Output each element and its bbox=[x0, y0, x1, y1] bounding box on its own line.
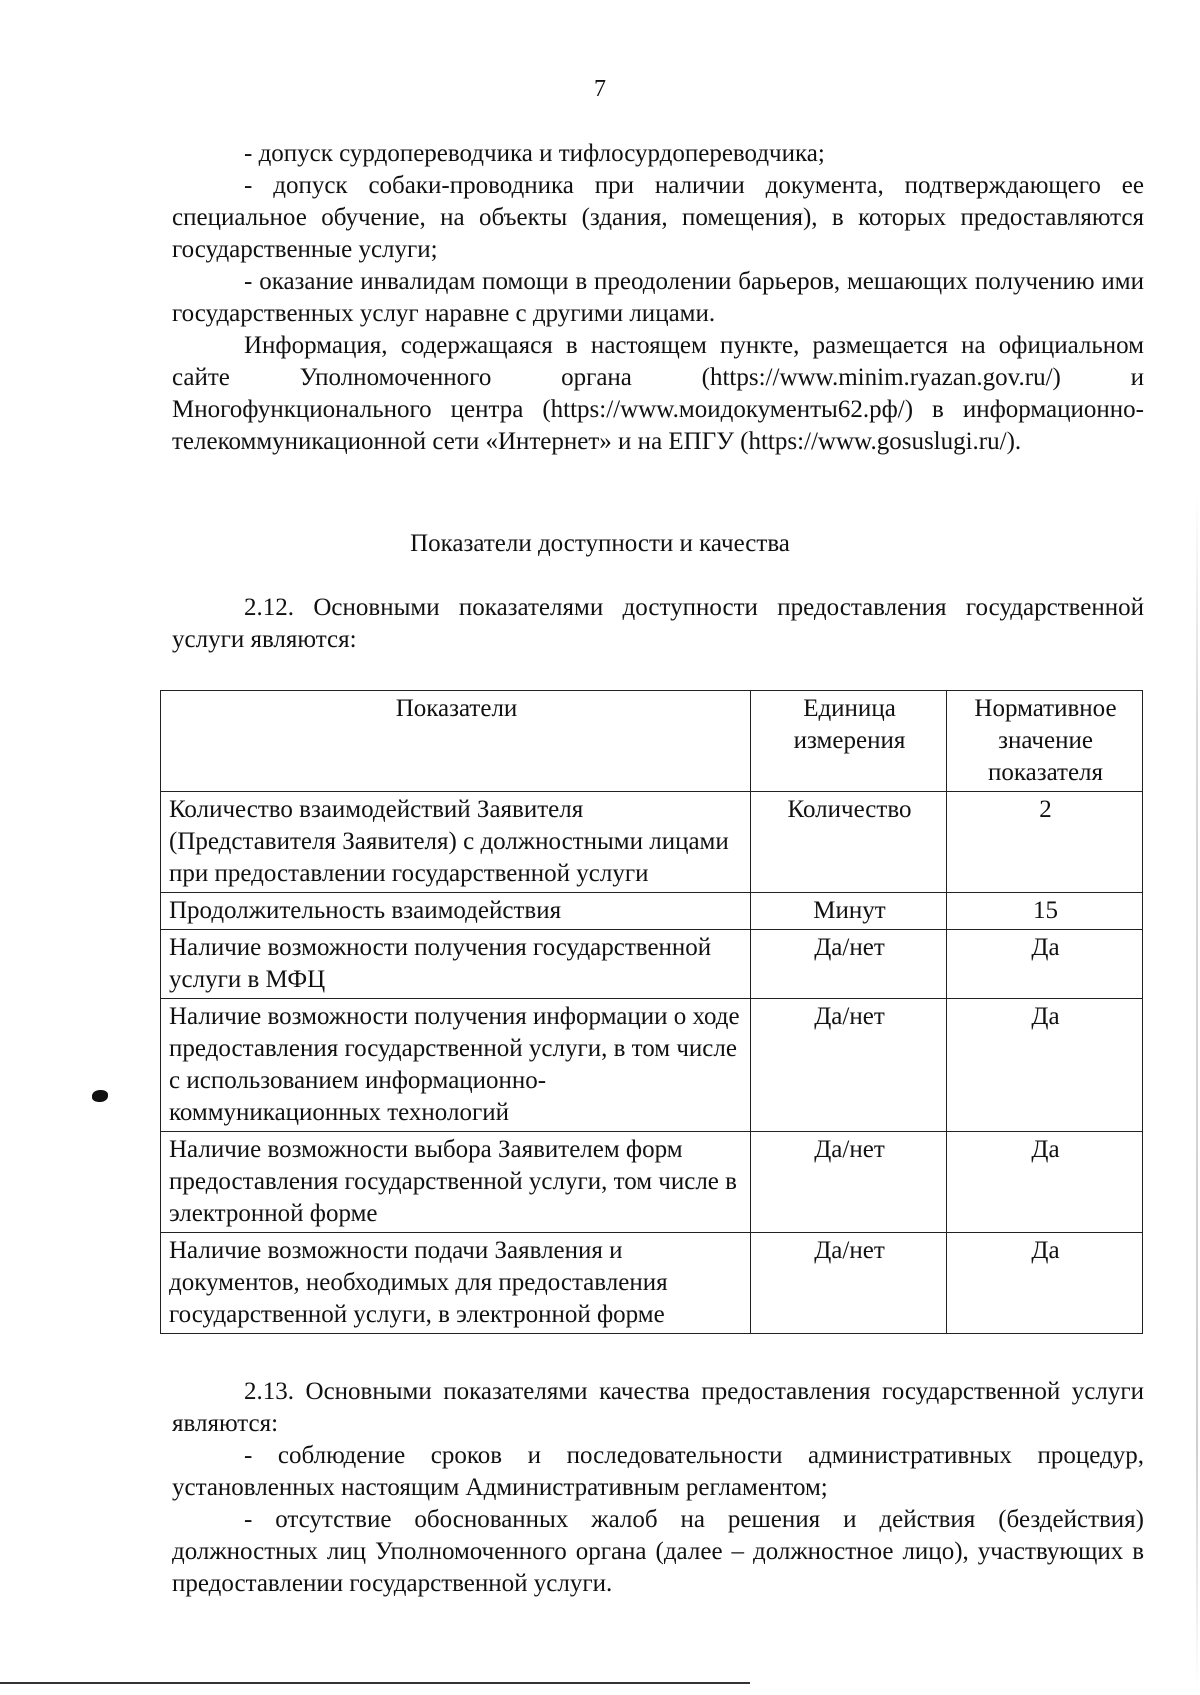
paragraph-assistance: - оказание инвалидам помощи в преодолении барьеров, мешающих получению ими государственных услуг наравне с другими лицами. bbox=[172, 268, 1144, 327]
paragraph-complaints: - отсутствие обоснованных жалоб на решения и действия (бездействия) должностных лиц Уполномоченного органа (далее – должностное лицо), участвующих в предоставлении государственной услуги. bbox=[172, 1506, 1144, 1597]
table-row bbox=[161, 1233, 1143, 1334]
indicator-cell: Наличие возможности получения информации о ходе предоставления государственной услуги, в том числе с использованием информационно-коммуникационных технологий bbox=[161, 999, 751, 1132]
bottom-rule-line bbox=[0, 1682, 750, 1684]
value-cell: Да bbox=[947, 999, 1143, 1132]
paragraph-sign-language: - допуск сурдопереводчика и тифлосурдопереводчика; bbox=[244, 140, 825, 167]
page-number: 7 bbox=[594, 76, 606, 102]
intro-block bbox=[172, 138, 1144, 458]
paragraph-information: Информация, содержащаяся в настоящем пункте, размещается на официальном сайте Уполномоченного органа (https://www.minim.ryazan.gov.ru/) и Многофункционального центра (https://www.моидокументы62.рф/) в информационно-телекоммуникационной сети «Интернет» и на ЕПГУ (https://www.gosuslugi.ru/). bbox=[172, 332, 1144, 455]
value-cell: 15 bbox=[947, 893, 1143, 930]
unit-cell: Да/нет bbox=[751, 999, 947, 1132]
indicator-cell: Наличие возможности получения государственной услуги в МФЦ bbox=[161, 930, 751, 999]
indicator-cell: Наличие возможности подачи Заявления и документов, необходимых для предоставления государственной услуги, в электронной форме bbox=[161, 1233, 751, 1334]
table-row bbox=[161, 792, 1143, 893]
indicator-cell: Продолжительность взаимодействия bbox=[161, 893, 751, 930]
unit-cell: Количество bbox=[751, 792, 947, 893]
indicator-cell: Количество взаимодействий Заявителя (Представителя Заявителя) с должностными лицами при предоставлении государственной услуги bbox=[161, 792, 751, 893]
header-unit: Единица измерения bbox=[751, 691, 947, 792]
value-cell: 2 bbox=[947, 792, 1143, 893]
value-cell: Да bbox=[947, 1233, 1143, 1334]
table-row bbox=[161, 893, 1143, 930]
paragraph-2-13: 2.13. Основными показателями качества предоставления государственной услуги являются: bbox=[172, 1378, 1144, 1437]
availability-intro bbox=[172, 592, 1144, 656]
table-row bbox=[161, 1132, 1143, 1233]
table-row bbox=[161, 930, 1143, 999]
section-heading: Показатели доступности и качества bbox=[410, 530, 790, 557]
scan-edge-shadow bbox=[1196, 490, 1198, 1690]
quality-block bbox=[172, 1376, 1144, 1600]
scan-artifact-mark bbox=[92, 1090, 108, 1102]
indicator-cell: Наличие возможности выбора Заявителем форм предоставления государственной услуги, том числе в электронной форме bbox=[161, 1132, 751, 1233]
unit-cell: Да/нет bbox=[751, 930, 947, 999]
table-header-row bbox=[161, 691, 1143, 792]
unit-cell: Да/нет bbox=[751, 1132, 947, 1233]
unit-cell: Да/нет bbox=[751, 1233, 947, 1334]
value-cell: Да bbox=[947, 1132, 1143, 1233]
header-normative-value: Нормативное значение показателя bbox=[947, 691, 1143, 792]
paragraph-deadlines: - соблюдение сроков и последовательности административных процедур, установленных настоящим Административным регламентом; bbox=[172, 1442, 1144, 1501]
header-indicators: Показатели bbox=[161, 691, 751, 792]
paragraph-2-12: 2.12. Основными показателями доступности предоставления государственной услуги являются: bbox=[172, 594, 1144, 653]
paragraph-guide-dog: - допуск собаки-проводника при наличии документа, подтверждающего ее специальное обучение, на объекты (здания, помещения), в которых предоставляются государственные услуги; bbox=[172, 172, 1144, 263]
indicators-table bbox=[160, 690, 1143, 1334]
table-row bbox=[161, 999, 1143, 1132]
unit-cell: Минут bbox=[751, 893, 947, 930]
value-cell: Да bbox=[947, 930, 1143, 999]
